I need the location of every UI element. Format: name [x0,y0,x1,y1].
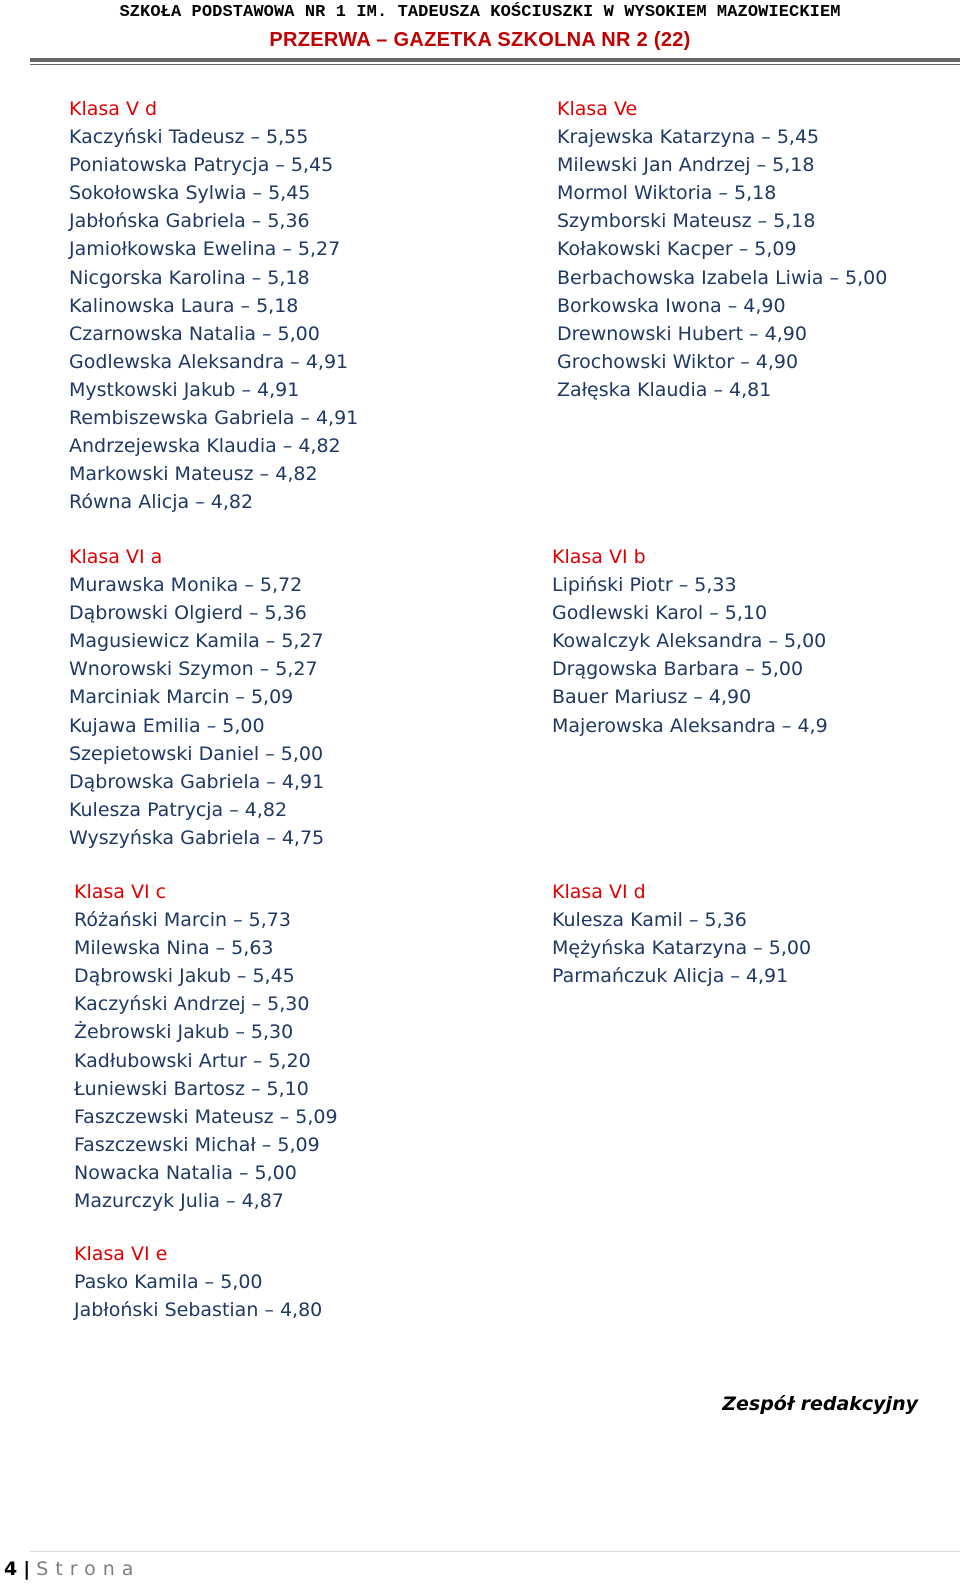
student-entry: Krajewska Katarzyna – 5,45 [557,126,820,149]
footer-separator: | [23,1558,31,1580]
page-header [0,0,960,64]
student-entry: Majerowska Aleksandra – 4,9 [552,714,828,737]
page-number: 4 [4,1558,18,1580]
header-rule-thin [30,64,960,65]
student-entry: Jabłońska Gabriela – 5,36 [69,210,310,233]
page-label: Strona [36,1558,141,1580]
student-entry: Faszczewski Michał – 5,09 [74,1133,320,1156]
student-entry: Bauer Mariusz – 4,90 [552,686,752,709]
student-entry: Mormol Wiktoria – 5,18 [557,182,777,205]
student-entry: Grochowski Wiktor – 4,90 [557,350,799,373]
student-entry: Kalinowska Laura – 5,18 [69,294,299,317]
student-entry: Kadłubowski Artur – 5,20 [74,1049,311,1072]
class-section-vi-d [552,878,811,990]
student-entry: Parmańczuk Alicja – 4,91 [552,965,789,988]
class-title: Klasa VI b [552,546,646,568]
class-title: Klasa VI e [74,1243,168,1265]
student-entry: Dąbrowska Gabriela – 4,91 [69,770,325,793]
student-entry: Mystkowski Jakub – 4,91 [69,378,300,401]
student-entry: Rembiszewska Gabriela – 4,91 [69,407,359,430]
student-entry: Łuniewski Bartosz – 5,10 [74,1077,309,1100]
student-entry: Milewska Nina – 5,63 [74,937,274,960]
student-entry: Markowski Mateusz – 4,82 [69,463,318,486]
student-entry: Szepietowski Daniel – 5,00 [69,742,324,765]
student-entry: Kołakowski Kacper – 5,09 [557,238,797,261]
class-section-vi-c [74,878,338,1215]
student-entry: Szymborski Mateusz – 5,18 [557,210,816,233]
footer-divider [30,1551,960,1552]
student-entry: Pasko Kamila – 5,00 [74,1271,263,1294]
student-entry: Jamiołkowska Ewelina – 5,27 [69,238,341,261]
class-title: Klasa VI d [552,881,646,903]
student-entry: Załęska Klaudia – 4,81 [557,378,772,401]
student-entry: Mężyńska Katarzyna – 5,00 [552,937,812,960]
student-entry: Równa Alicja – 4,82 [69,491,254,514]
class-title: Klasa VI c [74,881,167,903]
student-entry: Murawska Monika – 5,72 [69,574,303,597]
student-entry: Kaczyński Tadeusz – 5,55 [69,126,309,149]
editorial-team-signature: Zespół redakcyjny [722,1393,918,1415]
student-entry: Mazurczyk Julia – 4,87 [74,1190,284,1213]
student-entry: Drągowska Barbara – 5,00 [552,658,804,681]
student-entry: Kulesza Patrycja – 4,82 [69,798,288,821]
school-name: SZKOŁA PODSTAWOWA NR 1 IM. TADEUSZA KOŚCIUSZKI W WYSOKIEM MAZOWIECKIEM [119,3,841,22]
student-entry: Faszczewski Mateusz – 5,09 [74,1105,338,1128]
class-title: Klasa Ve [557,98,638,120]
student-entry: Nicgorska Karolina – 5,18 [69,266,310,289]
student-entry: Nowacka Natalia – 5,00 [74,1161,297,1184]
student-entry: Czarnowska Natalia – 5,00 [69,322,320,345]
class-section-v-e [557,95,887,404]
student-entry: Kaczyński Andrzej – 5,30 [74,993,310,1016]
student-entry: Magusiewicz Kamila – 5,27 [69,630,324,653]
student-entry: Godlewski Karol – 5,10 [552,602,768,625]
student-entry: Marciniak Marcin – 5,09 [69,686,294,709]
class-section-vi-a [69,543,324,852]
student-entry: Jabłoński Sebastian – 4,80 [74,1299,323,1322]
student-entry: Berbachowska Izabela Liwia – 5,00 [557,266,888,289]
student-entry: Wyszyńska Gabriela – 4,75 [69,826,325,849]
student-entry: Drewnowski Hubert – 4,90 [557,322,807,345]
class-section-vi-b [552,543,828,740]
student-entry: Dąbrowski Olgierd – 5,36 [69,602,307,625]
student-entry: Dąbrowski Jakub – 5,45 [74,965,295,988]
student-entry: Lipiński Piotr – 5,33 [552,574,737,597]
student-entry: Różański Marcin – 5,73 [74,909,291,932]
student-entry: Żebrowski Jakub – 5,30 [74,1021,294,1044]
student-entry: Poniatowska Patrycja – 5,45 [69,154,334,177]
student-entry: Milewski Jan Andrzej – 5,18 [557,154,815,177]
class-section-v-d [69,95,358,516]
newsletter-issue-title: PRZERWA – GAZETKA SZKOLNA NR 2 (22) [269,29,691,51]
student-entry: Kowalczyk Aleksandra – 5,00 [552,630,827,653]
student-entry: Godlewska Aleksandra – 4,91 [69,350,349,373]
page-footer [4,1558,140,1580]
header-rule-thick [30,58,960,62]
student-entry: Andrzejewska Klaudia – 4,82 [69,435,341,458]
class-title: Klasa VI a [69,546,163,568]
student-entry: Kujawa Emilia – 5,00 [69,714,265,737]
student-entry: Wnorowski Szymon – 5,27 [69,658,318,681]
student-entry: Kulesza Kamil – 5,36 [552,909,747,932]
student-entry: Borkowska Iwona – 4,90 [557,294,786,317]
class-title: Klasa V d [69,98,158,120]
class-section-vi-e [74,1240,322,1324]
student-entry: Sokołowska Sylwia – 5,45 [69,182,311,205]
